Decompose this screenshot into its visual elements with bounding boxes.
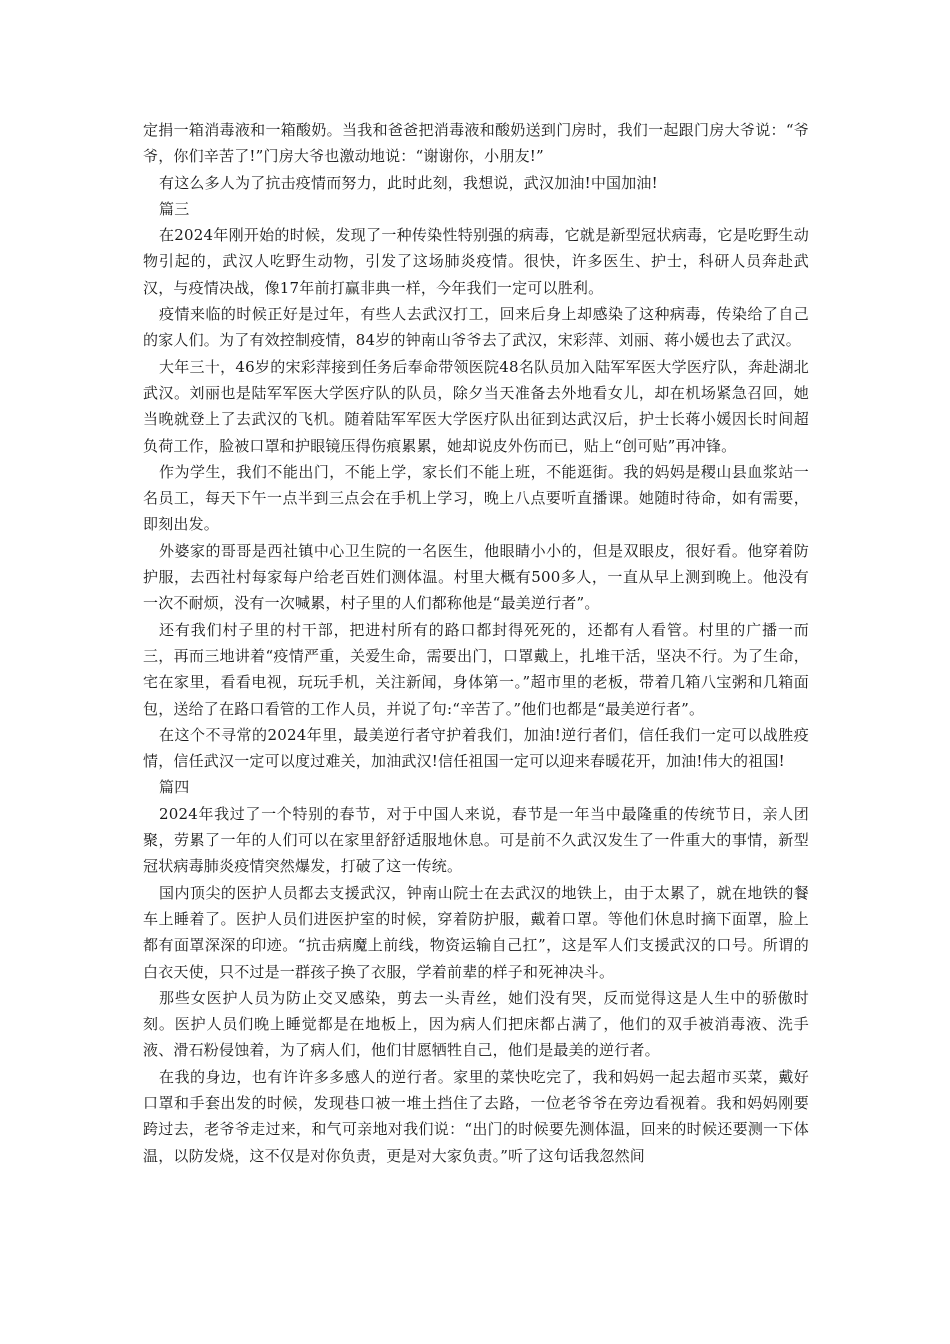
paragraph: 国内顶尖的医护人员都去支援武汉，钟南山院士在去武汉的地铁上，由于太累了，就在地铁的餐车上睡着了。医护人员们进医护室的时候，穿着防护服，戴着口罩。等他们休息时摘下面罩，脸上都有面罩深深的印迹。“抗击病魔上前线，物资运输自己扛”，这是军人们支援武汉的口号。所谓的白衣天使，只不过是一群孩子换了衣服，学着前辈的样子和死神决斗。 bbox=[143, 883, 809, 981]
paragraph: 2024年我过了一个特别的春节，对于中国人来说，春节是一年当中最隆重的传统节日，亲人团聚，劳累了一年的人们可以在家里舒舒适服地休息。可是前不久武汉发生了一件重大的事情，新型冠状病毒肺炎疫情突然爆发，打破了这一传统。 bbox=[143, 804, 809, 876]
paragraph: 定捐一箱消毒液和一箱酸奶。当我和爸爸把消毒液和酸奶送到门房时，我们一起跟门房大爷说：“爷爷，你们辛苦了!”门房大爷也激动地说：“谢谢你，小朋友!” bbox=[143, 121, 809, 166]
paragraph: 那些女医护人员为防止交叉感染，剪去一头青丝，她们没有哭，反而觉得这是人生中的骄傲时刻。医护人员们晚上睡觉都是在地板上，因为病人们把床都占满了，他们的双手被消毒液、洗手液、滑石粉侵蚀着，为了病人们，他们甘愿牺牲自己，他们是最美的逆行者。 bbox=[143, 988, 809, 1060]
paragraph: 外婆家的哥哥是西社镇中心卫生院的一名医生，他眼睛小小的，但是双眼皮，很好看。他穿着防护服，去西社村每家每户给老百姓们测体温。村里大概有500多人，一直从早上测到晚上。他没有一次不耐烦，没有一次喊累，村子里的人们都称他是“最美逆行者”。 bbox=[143, 541, 809, 613]
paragraph: 还有我们村子里的村干部，把进村所有的路口都封得死死的，还都有人看管。村里的广播一而三，再而三地讲着“疫情严重，关爱生命，需要出门，口罩戴上，扎堆干活，坚决不行。为了生命，宅在家里，看看电视，玩玩手机，关注新闻，身体第一。”超市里的老板，带着几箱八宝粥和几箱面包，送给了在路口看管的工作人员，并说了句:“辛苦了。”他们也都是“最美逆行者”。 bbox=[143, 620, 809, 718]
paragraph: 在我的身边，也有许许多多感人的逆行者。家里的菜快吃完了，我和妈妈一起去超市买菜，戴好口罩和手套出发的时候，发现巷口被一堆土挡住了去路，一位老爷爷在旁边看视着。我和妈妈刚要跨过去，老爷爷走过来，和气可亲地对我们说：“出门的时候要先测体温，回来的时候还要测一下体温，以防发烧，这不仅是对你负责，更是对大家负责。”听了这句话我忽然间 bbox=[143, 1067, 809, 1165]
paragraph: 有这么多人为了抗击疫情而努力，此时此刻，我想说，武汉加油!中国加油! bbox=[159, 173, 658, 192]
paragraph: 在2024年刚开始的时候，发现了一种传染性特别强的病毒，它就是新型冠状病毒，它是吃野生动物引起的，武汉人吃野生动物，引发了这场肺炎疫情。很快，许多医生、护士，科研人员奔赴武汉，与疫情决战，像17年前打赢非典一样，今年我们一定可以胜利。 bbox=[143, 226, 809, 297]
paragraph: 疫情来临的时候正好是过年，有些人去武汉打工，回来后身上却感染了这种病毒，传染给了自己的家人们。为了有效控制疫情，84岁的钟南山爷爷去了武汉，宋彩萍、刘丽、蒋小媛也去了武汉。 bbox=[143, 305, 809, 350]
paragraph: 在这个不寻常的2024年里，最美逆行者守护着我们，加油!逆行者们，信任我们一定可以战胜疫情，信任武汉一定可以度过难关，加油武汉!信任祖国一定可以迎来春暖花开，加油!伟大的祖国! bbox=[143, 725, 809, 771]
document-body bbox=[143, 117, 809, 1169]
section-heading: 篇三 bbox=[159, 199, 190, 218]
paragraph: 作为学生，我们不能出门，不能上学，家长们不能上班，不能逛街。我的妈妈是稷山县血浆站一名员工，每天下午一点半到三点会在手机上学习，晚上八点要听直播课。她随时待命，如有需要，即刻出发。 bbox=[143, 462, 809, 534]
section-heading: 篇四 bbox=[159, 778, 190, 797]
paragraph: 大年三十，46岁的宋彩萍接到任务后奉命带领医院48名队员加入陆军军医大学医疗队，奔赴湖北武汉。刘丽也是陆军军医大学医疗队的队员，除夕当天准备去外地看女儿，却在机场紧急召回，她当晚就登上了去武汉的飞机。随着陆军军医大学医疗队出征到达武汉后，护士长蒋小媛因长时间超负荷工作，脸被口罩和护眼镜压得伤痕累累，她却说皮外伤而已，贴上“创可贴”再冲锋。 bbox=[143, 357, 809, 455]
